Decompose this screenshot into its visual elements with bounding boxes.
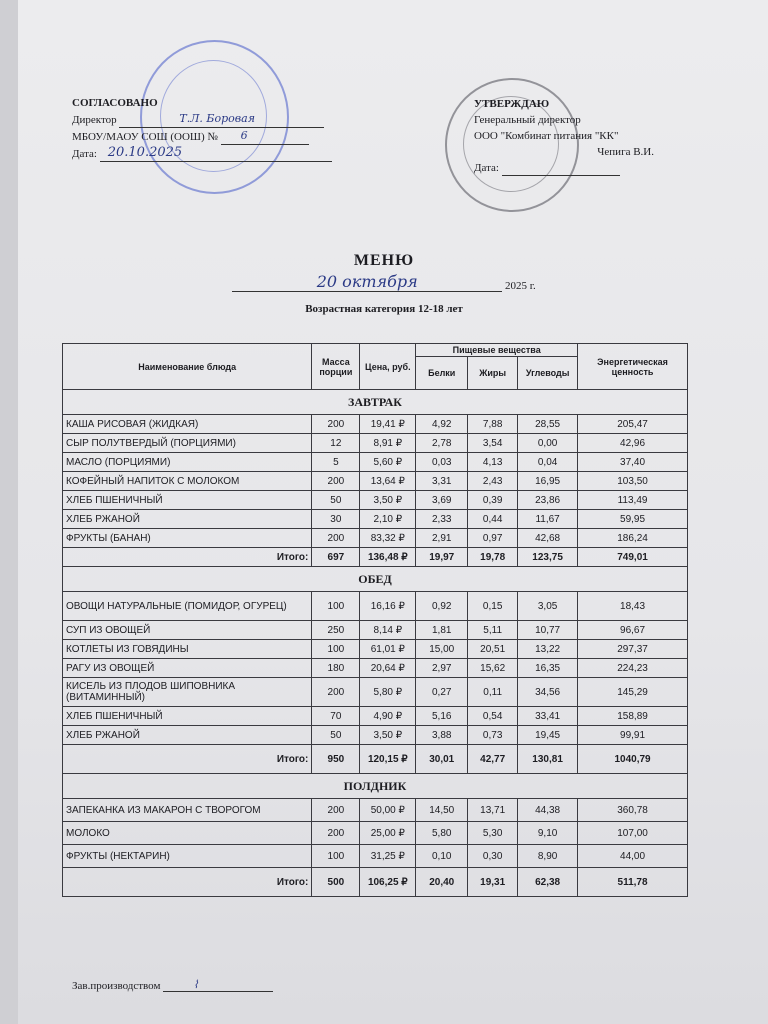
cell-energy: 42,96 [578, 434, 688, 453]
section-row [63, 774, 688, 799]
header-carbs: Углеводы [518, 357, 578, 390]
cell-price: 19,41 ₽ [360, 415, 416, 434]
cell-fat: 13,71 [468, 799, 518, 822]
cell-mass: 70 [312, 707, 360, 726]
cell-price: 13,64 ₽ [360, 472, 416, 491]
section-title: ОБЕД [63, 567, 688, 592]
cell-price: 2,10 ₽ [360, 510, 416, 529]
total-protein: 20,40 [416, 868, 468, 897]
cell-carbs: 9,10 [518, 822, 578, 845]
cell-energy: 59,95 [578, 510, 688, 529]
cell-protein: 2,91 [416, 529, 468, 548]
cell-fat: 0,15 [468, 592, 518, 621]
cell-carbs: 0,04 [518, 453, 578, 472]
table-row [63, 592, 688, 621]
cell-protein: 15,00 [416, 640, 468, 659]
total-mass: 500 [312, 868, 360, 897]
cell-carbs: 33,41 [518, 707, 578, 726]
cell-mass: 250 [312, 621, 360, 640]
cell-mass: 12 [312, 434, 360, 453]
table-row [63, 491, 688, 510]
table-row [63, 434, 688, 453]
cell-protein: 14,50 [416, 799, 468, 822]
cell-carbs: 44,38 [518, 799, 578, 822]
approval-left-date: 20.10.2025 [107, 145, 183, 160]
cell-carbs: 16,35 [518, 659, 578, 678]
cell-protein: 0,92 [416, 592, 468, 621]
header-mass: Масса порции [312, 344, 360, 390]
approval-right-name: Чепига В.И. [597, 146, 654, 158]
footer [72, 978, 273, 992]
cell-fat: 0,54 [468, 707, 518, 726]
cell-price: 83,32 ₽ [360, 529, 416, 548]
total-row [63, 745, 688, 774]
cell-carbs: 0,00 [518, 434, 578, 453]
table-row [63, 707, 688, 726]
cell-fat: 7,88 [468, 415, 518, 434]
cell-protein: 0,03 [416, 453, 468, 472]
cell-price: 8,14 ₽ [360, 621, 416, 640]
cell-fat: 0,39 [468, 491, 518, 510]
table-row [63, 415, 688, 434]
cell-mass: 50 [312, 491, 360, 510]
approval-right-date-label: Дата: [474, 162, 499, 174]
footer-label: Зав.производством [72, 980, 161, 992]
cell-name: КОФЕЙНЫЙ НАПИТОК С МОЛОКОМ [63, 472, 312, 491]
section-row [63, 567, 688, 592]
cell-name: ХЛЕБ ПШЕНИЧНЫЙ [63, 491, 312, 510]
total-price: 136,48 ₽ [360, 548, 416, 567]
cell-carbs: 8,90 [518, 845, 578, 868]
page-edge-shadow [0, 0, 18, 1024]
cell-mass: 100 [312, 592, 360, 621]
cell-name: РАГУ ИЗ ОВОЩЕЙ [63, 659, 312, 678]
cell-energy: 37,40 [578, 453, 688, 472]
cell-fat: 0,30 [468, 845, 518, 868]
cell-energy: 186,24 [578, 529, 688, 548]
total-label: Итого: [63, 868, 312, 897]
cell-price: 3,50 ₽ [360, 491, 416, 510]
cell-carbs: 28,55 [518, 415, 578, 434]
cell-name: КИСЕЛЬ ИЗ ПЛОДОВ ШИПОВНИКА (ВИТАМИННЫЙ) [63, 678, 312, 707]
cell-protein: 2,33 [416, 510, 468, 529]
cell-protein: 3,31 [416, 472, 468, 491]
cell-mass: 5 [312, 453, 360, 472]
total-label: Итого: [63, 745, 312, 774]
cell-name: ХЛЕБ РЖАНОЙ [63, 726, 312, 745]
table-row [63, 529, 688, 548]
cell-fat: 5,11 [468, 621, 518, 640]
cell-name: ФРУКТЫ (БАНАН) [63, 529, 312, 548]
cell-name: МАСЛО (ПОРЦИЯМИ) [63, 453, 312, 472]
menu-title: МЕНЮ [353, 252, 415, 269]
cell-energy: 99,91 [578, 726, 688, 745]
cell-carbs: 23,86 [518, 491, 578, 510]
cell-carbs: 16,95 [518, 472, 578, 491]
approval-left-date-label: Дата: [72, 148, 97, 160]
cell-fat: 0,97 [468, 529, 518, 548]
table-row [63, 799, 688, 822]
school-number: 6 [240, 129, 248, 142]
approval-right-block [474, 96, 654, 176]
cell-fat: 2,43 [468, 472, 518, 491]
cell-price: 20,64 ₽ [360, 659, 416, 678]
table-row [63, 822, 688, 845]
total-mass: 950 [312, 745, 360, 774]
cell-energy: 205,47 [578, 415, 688, 434]
total-label: Итого: [63, 548, 312, 567]
cell-fat: 0,44 [468, 510, 518, 529]
cell-energy: 297,37 [578, 640, 688, 659]
table-row [63, 472, 688, 491]
menu-table-body [63, 390, 688, 897]
cell-price: 8,91 ₽ [360, 434, 416, 453]
cell-fat: 0,11 [468, 678, 518, 707]
cell-name: КАША РИСОВАЯ (ЖИДКАЯ) [63, 415, 312, 434]
cell-protein: 5,80 [416, 822, 468, 845]
cell-energy: 113,49 [578, 491, 688, 510]
cell-energy: 18,43 [578, 592, 688, 621]
cell-protein: 1,81 [416, 621, 468, 640]
table-row [63, 659, 688, 678]
cell-carbs: 3,05 [518, 592, 578, 621]
table-row [63, 678, 688, 707]
cell-price: 3,50 ₽ [360, 726, 416, 745]
cell-energy: 360,78 [578, 799, 688, 822]
header-energy: Энергетическая ценность [578, 344, 688, 390]
footer-signature: ⌇ [193, 978, 199, 991]
total-energy: 1040,79 [578, 745, 688, 774]
approval-right-position: Генеральный директор [474, 114, 581, 126]
menu-date-line [0, 272, 768, 292]
cell-mass: 50 [312, 726, 360, 745]
approval-left-title: СОГЛАСОВАНО [72, 97, 158, 109]
cell-carbs: 19,45 [518, 726, 578, 745]
header-nutrients: Пищевые вещества [416, 344, 578, 357]
cell-protein: 2,97 [416, 659, 468, 678]
cell-price: 61,01 ₽ [360, 640, 416, 659]
approval-left-position: Директор [72, 114, 117, 126]
total-carbs: 62,38 [518, 868, 578, 897]
total-energy: 511,78 [578, 868, 688, 897]
approval-left-block [72, 95, 332, 162]
cell-mass: 30 [312, 510, 360, 529]
section-title: ПОЛДНИК [63, 774, 688, 799]
header-fat: Жиры [468, 357, 518, 390]
cell-energy: 96,67 [578, 621, 688, 640]
table-row [63, 640, 688, 659]
cell-mass: 200 [312, 472, 360, 491]
section-title: ЗАВТРАК [63, 390, 688, 415]
menu-year: 2025 г. [504, 280, 536, 292]
cell-name: СУП ИЗ ОВОЩЕЙ [63, 621, 312, 640]
age-category: Возрастная категория 12-18 лет [305, 303, 463, 315]
table-row [63, 726, 688, 745]
total-price: 106,25 ₽ [360, 868, 416, 897]
approval-right-org: ООО "Комбинат питания "КК" [474, 130, 619, 142]
total-row [63, 868, 688, 897]
menu-table [62, 343, 688, 897]
cell-energy: 224,23 [578, 659, 688, 678]
cell-protein: 4,92 [416, 415, 468, 434]
cell-energy: 145,29 [578, 678, 688, 707]
cell-price: 31,25 ₽ [360, 845, 416, 868]
table-row [63, 453, 688, 472]
header-protein: Белки [416, 357, 468, 390]
header-dish: Наименование блюда [63, 344, 312, 390]
total-row [63, 548, 688, 567]
cell-protein: 5,16 [416, 707, 468, 726]
cell-carbs: 42,68 [518, 529, 578, 548]
total-energy: 749,01 [578, 548, 688, 567]
cell-price: 16,16 ₽ [360, 592, 416, 621]
total-mass: 697 [312, 548, 360, 567]
cell-name: СЫР ПОЛУТВЕРДЫЙ (ПОРЦИЯМИ) [63, 434, 312, 453]
approval-right-title: УТВЕРЖДАЮ [474, 98, 550, 110]
cell-energy: 44,00 [578, 845, 688, 868]
total-protein: 19,97 [416, 548, 468, 567]
director-signature: Т.Л. Боровая [179, 112, 256, 125]
section-row [63, 390, 688, 415]
cell-name: ХЛЕБ РЖАНОЙ [63, 510, 312, 529]
cell-mass: 200 [312, 415, 360, 434]
total-protein: 30,01 [416, 745, 468, 774]
cell-protein: 2,78 [416, 434, 468, 453]
cell-fat: 5,30 [468, 822, 518, 845]
table-row [63, 621, 688, 640]
cell-mass: 200 [312, 799, 360, 822]
cell-price: 25,00 ₽ [360, 822, 416, 845]
cell-carbs: 34,56 [518, 678, 578, 707]
cell-protein: 3,69 [416, 491, 468, 510]
cell-price: 50,00 ₽ [360, 799, 416, 822]
cell-name: ФРУКТЫ (НЕКТАРИН) [63, 845, 312, 868]
cell-name: ОВОЩИ НАТУРАЛЬНЫЕ (ПОМИДОР, ОГУРЕЦ) [63, 592, 312, 621]
cell-fat: 0,73 [468, 726, 518, 745]
cell-fat: 20,51 [468, 640, 518, 659]
cell-price: 5,60 ₽ [360, 453, 416, 472]
cell-carbs: 13,22 [518, 640, 578, 659]
total-fat: 19,31 [468, 868, 518, 897]
cell-mass: 200 [312, 822, 360, 845]
menu-date-handwritten: 20 октября [316, 272, 418, 291]
cell-name: ХЛЕБ ПШЕНИЧНЫЙ [63, 707, 312, 726]
cell-price: 5,80 ₽ [360, 678, 416, 707]
cell-mass: 100 [312, 640, 360, 659]
cell-name: ЗАПЕКАНКА ИЗ МАКАРОН С ТВОРОГОМ [63, 799, 312, 822]
cell-carbs: 10,77 [518, 621, 578, 640]
cell-energy: 107,00 [578, 822, 688, 845]
table-row [63, 510, 688, 529]
total-fat: 19,78 [468, 548, 518, 567]
cell-name: МОЛОКО [63, 822, 312, 845]
table-row [63, 845, 688, 868]
cell-name: КОТЛЕТЫ ИЗ ГОВЯДИНЫ [63, 640, 312, 659]
cell-carbs: 11,67 [518, 510, 578, 529]
cell-mass: 180 [312, 659, 360, 678]
cell-fat: 3,54 [468, 434, 518, 453]
cell-protein: 0,27 [416, 678, 468, 707]
total-fat: 42,77 [468, 745, 518, 774]
cell-energy: 158,89 [578, 707, 688, 726]
cell-energy: 103,50 [578, 472, 688, 491]
cell-mass: 200 [312, 529, 360, 548]
cell-mass: 100 [312, 845, 360, 868]
cell-fat: 15,62 [468, 659, 518, 678]
total-price: 120,15 ₽ [360, 745, 416, 774]
cell-protein: 3,88 [416, 726, 468, 745]
total-carbs: 130,81 [518, 745, 578, 774]
cell-price: 4,90 ₽ [360, 707, 416, 726]
total-carbs: 123,75 [518, 548, 578, 567]
cell-mass: 200 [312, 678, 360, 707]
cell-fat: 4,13 [468, 453, 518, 472]
cell-protein: 0,10 [416, 845, 468, 868]
header-price: Цена, руб. [360, 344, 416, 390]
school-label: МБОУ/МАОУ СОШ (ООШ) № [72, 131, 218, 143]
